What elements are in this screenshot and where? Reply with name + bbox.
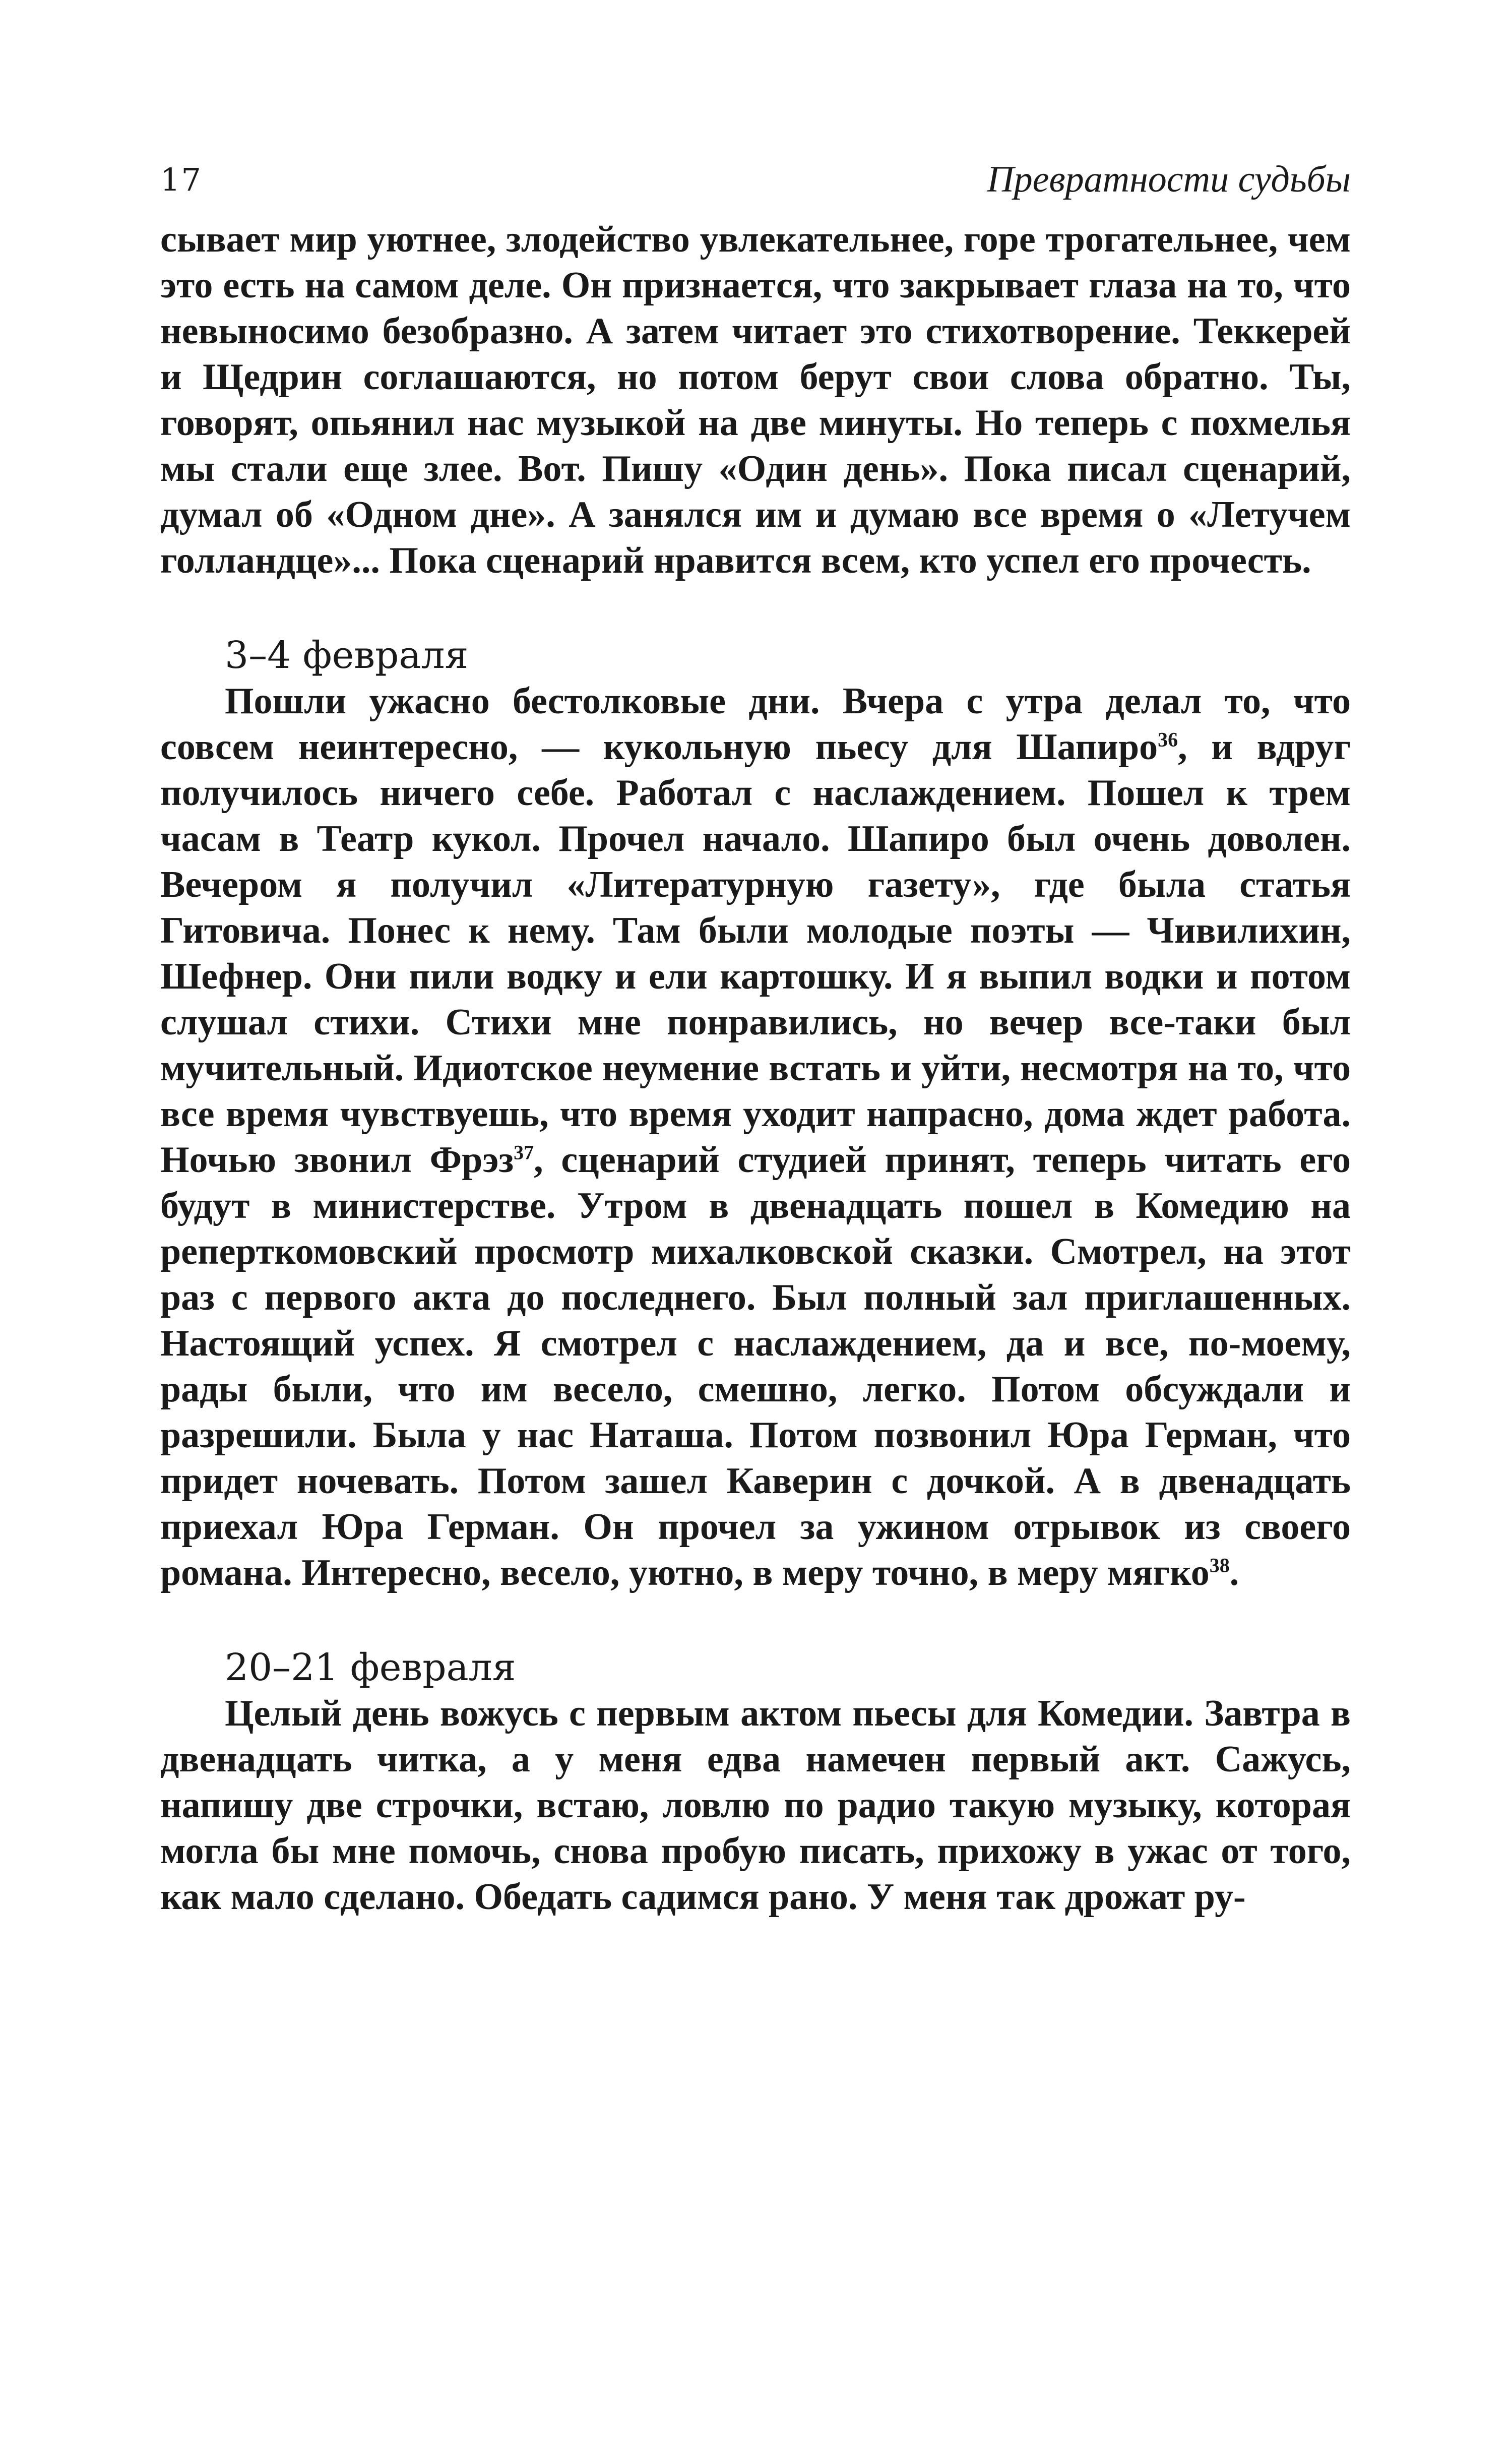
entry-text: . [1229, 1552, 1239, 1593]
footnote-ref: 38 [1209, 1554, 1230, 1577]
entry-separator [160, 584, 1351, 633]
entry-text: Пошли ужасно бестолковые дни. Вчера с утра делал то, что совсем неинтересно, — кукольную пьесу для Шапиро [160, 681, 1351, 768]
entry-separator [160, 1596, 1351, 1645]
footnote-ref: 37 [514, 1141, 534, 1164]
paragraph-continued: сывает мир уютнее, злодейство увлекательнее, горе трогательнее, чем это есть на самом деле. Он признается, что закрывает глаза на то, что невыносимо безобразно. А затем читает это стихотворение. Теккерей и Щедрин соглашаются, но потом берут свои слова обратно. Ты, говорят, опьянил нас музыкой на две минуты. Но теперь с похмелья мы стали еще злее. Вот. Пишу «Один день». Пока писал сценарий, думал об «Одном дне». А занялся им и думаю все время о «Летучем голландце»... Пока сценарий нравится всем, кто успел его прочесть. [160, 219, 1351, 581]
page-number: 17 [160, 161, 202, 198]
entry-text: Целый день вожусь с первым актом пьесы для Комедии. Завтра в двенадцать читка, а у меня едва намечен первый акт. Сажусь, напишу две строчки, встаю, ловлю по радио такую музыку, которая могла бы мне помочь, снова пробую писать, прихожу в ужас от того, как мало сделано. Обедать садимся рано. У меня так дрожат ру- [160, 1693, 1351, 1918]
entry-body [160, 679, 1351, 1596]
entry-date: 3–4 февраля [225, 634, 469, 677]
book-page [160, 151, 1351, 1920]
entry-body [160, 1691, 1351, 1920]
running-head [160, 151, 1351, 217]
body-text [160, 217, 1351, 1920]
entry-text: , и вдруг получилось ничего себе. Работал с наслаждением. Пошел к трем часам в Театр кукол. Прочел начало. Шапиро был очень доволен. Вечером я получил «Литературную газету», где была статья Гитовича. Понес к нему. Там были молодые поэты — Чивилихин, Шефнер. Они пили водку и ели картошку. И я выпил водки и потом слушал стихи. Стихи мне понравились, но вечер все-таки был мучительный. Идиотское неумение встать и уйти, несмотря на то, что все время чувствуешь, что время уходит напрасно, дома ждет работа. Ночью звонил Фрэз [160, 726, 1351, 1181]
footnote-ref: 36 [1158, 728, 1178, 751]
running-title: Превратности судьбы [987, 159, 1351, 200]
entry-date: 20–21 февраля [225, 1646, 516, 1689]
entry-text: , сценарий студией принят, теперь читать его будут в министерстве. Утром в двенадцать пошел в Комедию на реперткомовский просмотр михалковской сказки. Смотрел, на этот раз с первого акта до последнего. Был полный зал приглашенных. Настоящий успех. Я смотрел с наслаждением, да и все, по-моему, рады были, что им весело, смешно, легко. Потом обсуждали и разрешили. Была у нас Наташа. Потом позвонил Юра Герман, что придет ночевать. Потом зашел Каверин с дочкой. А в двенадцать приехал Юра Герман. Он прочел за ужином отрывок из своего романа. Интересно, весело, уютно, в меру точно, в меру мягко [160, 1139, 1351, 1593]
